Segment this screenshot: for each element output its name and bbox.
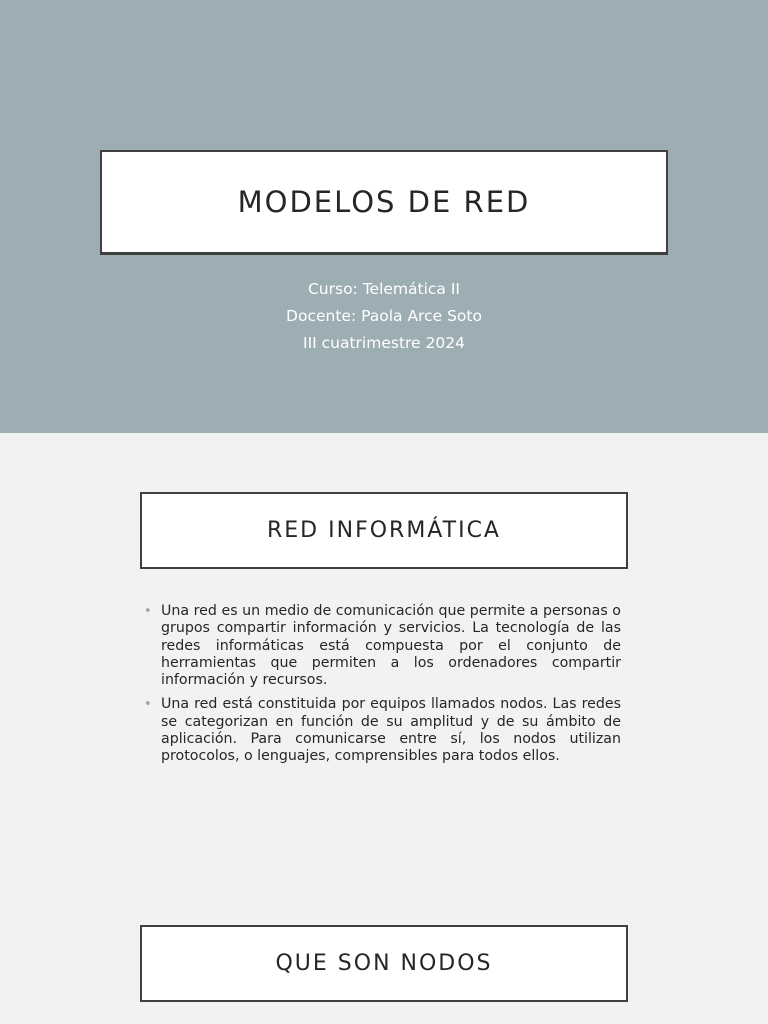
- subtitle-teacher: Docente: Paola Arce Soto: [286, 307, 482, 325]
- title-slide: [0, 0, 768, 433]
- section-title-red-informatica: RED INFORMÁTICA: [140, 492, 628, 569]
- bullet-text: Una red es un medio de comunicación que permite a personas o grupos compartir información y servicios. La tecnología de las redes informáticas está compuesta por el conjunto de herramientas que permiten a los ordenadores compartir información y recursos.: [161, 603, 621, 689]
- section-title-que-son-nodos: QUE SON NODOS: [140, 925, 628, 1002]
- bullet-text: Una red está constituida por equipos llamados nodos. Las redes se categorizan en función de su amplitud y de su ámbito de aplicación. Para comunicarse entre sí, los nodos utilizan protocolos, o lenguajes, comprensibles para todos ellos.: [161, 696, 621, 765]
- bullet-list: [144, 603, 621, 773]
- bullet-dot-icon: •: [144, 697, 152, 713]
- bullet-dot-icon: •: [144, 604, 152, 619]
- main-title: MODELOS DE RED: [100, 150, 668, 255]
- subtitle-term: III cuatrimestre 2024: [303, 334, 465, 352]
- subtitle-course: Curso: Telemática II: [307, 280, 460, 298]
- content-slide: [0, 433, 768, 1024]
- bullet-item: [144, 603, 621, 689]
- bullet-item: [144, 696, 621, 765]
- subtitle-block: [0, 276, 768, 357]
